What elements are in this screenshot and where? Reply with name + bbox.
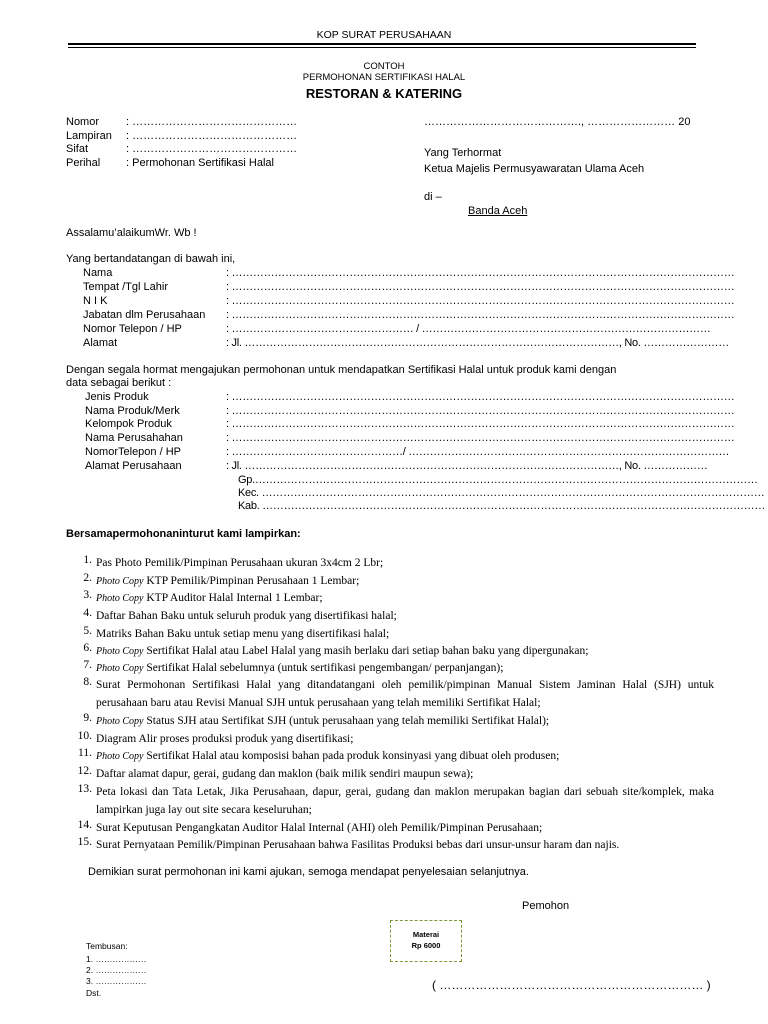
recipient-name: Ketua Majelis Permusyawaratan Ulama Aceh <box>424 163 645 175</box>
lampiran-value: : ……………………………………… <box>126 130 298 142</box>
sifat-value: : ……………………………………… <box>126 143 298 155</box>
field-label: Jabatan dlm Perusahaan <box>83 309 206 321</box>
tembusan-item: 3. ……………… <box>86 976 147 986</box>
doc-title: RESTORAN & KATERING <box>305 86 463 101</box>
field-label: Alamat Perusahaan <box>85 460 182 472</box>
attachment-item <box>74 589 714 607</box>
attachment-number: 14. <box>77 819 92 831</box>
field-label: Nama Produk/Merk <box>85 405 180 417</box>
stamp-duty-box <box>390 920 462 962</box>
attachment-item <box>74 607 714 625</box>
attachment-text: Daftar alamat dapur, gerai, gudang dan maklon (baik milik sendiri maupun sewa); <box>96 768 474 780</box>
address-gp: Gp.…………………………………………………………………………………………………………………………… <box>238 474 758 486</box>
field-value: : Jl. ……………………………………………………………………………………………, No. …………………… <box>226 337 729 349</box>
letterhead: KOP SURAT PERUSAHAAN <box>316 29 452 41</box>
field-value: : …………………………………………… / ……………………………………………………………………… <box>226 323 711 335</box>
request-line-2: data sebagai berikut : <box>66 377 172 389</box>
field-value: : …………………………………………………………………………………………………………………………… <box>226 391 735 403</box>
tembusan-item: 2. ……………… <box>86 965 147 975</box>
attachment-item <box>74 659 714 677</box>
recipient-greeting: Yang Terhormat <box>424 147 502 159</box>
address-kec: Kec. …………………………………………………………………………………………………………………………… <box>238 487 765 499</box>
nomor-label: Nomor <box>66 116 100 128</box>
recipient-di: di – <box>424 191 442 203</box>
recipient-city: Banda Aceh <box>468 205 528 217</box>
attachment-number: 3. <box>83 589 92 601</box>
attachment-item <box>74 747 714 765</box>
stamp-line-1: Materai <box>412 930 440 939</box>
intro-text: Yang bertandatangan di bawah ini, <box>66 253 236 265</box>
field-value: : …………………………………………/ ……………………………………………………………………………… <box>226 446 730 458</box>
attachment-text: Photo Copy KTP Auditor Halal Internal 1 Lembar; <box>96 592 323 604</box>
field-label: Nama Perusahahan <box>85 432 183 444</box>
field-value: : …………………………………………………………………………………………………………………………… <box>226 309 735 321</box>
field-value: : …………………………………………………………………………………………………………………………… <box>226 281 735 293</box>
header-rule-thin <box>68 47 696 48</box>
field-label: NomorTelepon / HP <box>85 446 181 458</box>
attachment-number: 5. <box>83 625 92 637</box>
field-value: : …………………………………………………………………………………………………………………………… <box>226 405 735 417</box>
salam: Assalamu’alaikumWr. Wb ! <box>66 227 197 239</box>
attachment-text: Photo Copy Sertifikat Halal atau Label Halal yang masih berlaku dari setiap bahan baku yang dipergunakan; <box>96 645 589 657</box>
attachment-text: Daftar Bahan Baku untuk seluruh produk yang disertifikasi halal; <box>96 610 397 622</box>
attachment-item <box>74 836 714 854</box>
attachment-text: Surat Pernyataan Pemilik/Pimpinan Perusahaan bahwa Fasilitas Produksi bebas dari unsur-unsur haram dan najis. <box>96 839 620 851</box>
attachment-number: 4. <box>83 607 92 619</box>
attachment-text: Photo Copy KTP Pemilik/Pimpinan Perusahaan 1 Lembar; <box>96 575 360 587</box>
stamp-line-2: Rp 6000 <box>411 941 441 950</box>
doc-label: CONTOH <box>363 61 405 72</box>
attachment-number: 13. <box>77 783 92 795</box>
attachment-item <box>74 765 714 783</box>
attachments-title: Bersamapermohonaninturut kami lampirkan: <box>66 528 301 540</box>
field-label: Alamat <box>83 337 118 349</box>
lampiran-label: Lampiran <box>66 130 112 142</box>
attachment-text: Photo Copy Sertifikat Halal atau komposisi bahan pada produk konsinyasi yang dibuat oleh produsen; <box>96 750 560 762</box>
attachment-number: 10. <box>77 730 92 742</box>
attachment-text: Photo Copy Sertifikat Halal sebelumnya (untuk sertifikasi pengembangan/ perpanjangan); <box>96 662 504 674</box>
field-value: : …………………………………………………………………………………………………………………………… <box>226 418 735 430</box>
attachment-item <box>74 783 714 819</box>
field-value: : …………………………………………………………………………………………………………………………… <box>226 267 735 279</box>
attachment-text: Diagram Alir proses produksi produk yang disertifikasi; <box>96 733 354 745</box>
attachment-number: 7. <box>83 659 92 671</box>
attachment-number: 8. <box>83 676 92 688</box>
header-rule-thick <box>68 43 696 45</box>
perihal-value: : Permohonan Sertifikasi Halal <box>126 157 274 169</box>
tembusan-item: Dst. <box>86 988 102 998</box>
attachment-text: Peta lokasi dan Tata Letak, Jika Perusahaan, dapur, gerai, gudang dan maklon merupakan bagian dari sebuah site/komplek, maka lampirkan juga lay out site secara keseluruhan; <box>96 786 714 816</box>
attachment-number: 12. <box>77 765 92 777</box>
attachment-number: 11. <box>78 747 92 759</box>
nomor-value: : ……………………………………… <box>126 116 298 128</box>
field-value: : …………………………………………………………………………………………………………………………… <box>226 432 735 444</box>
attachment-text: Surat Permohonan Sertifikasi Halal yang ditandatangani oleh pemilik/pimpinan Manual Sistem Jaminan Halal (SJH) untuk perusahaan baru atau Revisi Manual SJH untuk perusahaan yang telah memiliki Sertifikat Halal; <box>96 679 714 709</box>
attachment-item <box>74 676 714 712</box>
pemohon-label: Pemohon <box>522 900 570 912</box>
perihal-label: Perihal <box>66 157 101 169</box>
tembusan-item: 1. ……………… <box>86 954 147 964</box>
attachment-item <box>74 625 714 643</box>
field-value: : Jl. ……………………………………………………………………………………………, No. ……………… <box>226 460 708 472</box>
tembusan-title: Tembusan: <box>86 941 128 951</box>
closing-text: Demikian surat permohonan ini kami ajukan, semoga mendapat penyelesaian selanjutnya. <box>88 866 529 878</box>
field-label: Jenis Produk <box>85 391 149 403</box>
attachment-item <box>74 819 714 837</box>
attachment-item <box>74 554 714 572</box>
attachment-text: Surat Keputusan Pengangkatan Auditor Halal Internal (AHI) oleh Pemilik/Pimpinan Perusahaan; <box>96 822 543 834</box>
field-label: Tempat /Tgl Lahir <box>83 281 168 293</box>
attachment-text: Matriks Bahan Baku untuk setiap menu yang disertifikasi halal; <box>96 628 390 640</box>
attachment-number: 9. <box>83 712 92 724</box>
field-value: : …………………………………………………………………………………………………………………………… <box>226 295 735 307</box>
request-line-1: Dengan segala hormat mengajukan permohonan untuk mendapatkan Sertifikasi Halal untuk produk kami dengan <box>66 364 617 376</box>
date-line: ……………………………………., …………………… 20 <box>424 116 691 128</box>
address-kab: Kab. …………………………………………………………………………………………………………………………… <box>238 500 766 512</box>
attachment-number: 1. <box>83 554 92 566</box>
field-label: Nomor Telepon / HP <box>83 323 182 335</box>
attachment-item <box>74 642 714 660</box>
attachment-text: Pas Photo Pemilik/Pimpinan Perusahaan ukuran 3x4cm 2 Lbr; <box>96 557 384 569</box>
attachment-text: Photo Copy Status SJH atau Sertifikat SJH (untuk perusahaan yang telah memiliki Sertifikat Halal); <box>96 715 550 727</box>
attachment-item <box>74 572 714 590</box>
field-label: N I K <box>83 295 108 307</box>
doc-subtitle: PERMOHONAN SERTIFIKASI HALAL <box>302 72 466 83</box>
attachment-item <box>74 712 714 730</box>
field-label: Nama <box>83 267 113 279</box>
attachment-number: 15. <box>77 836 92 848</box>
attachment-number: 6. <box>83 642 92 654</box>
attachment-number: 2. <box>83 572 92 584</box>
attachment-item <box>74 730 714 748</box>
field-label: Kelompok Produk <box>85 418 172 430</box>
sifat-label: Sifat <box>66 143 89 155</box>
signature-line: ( ………………………………………………………… ) <box>432 978 711 992</box>
